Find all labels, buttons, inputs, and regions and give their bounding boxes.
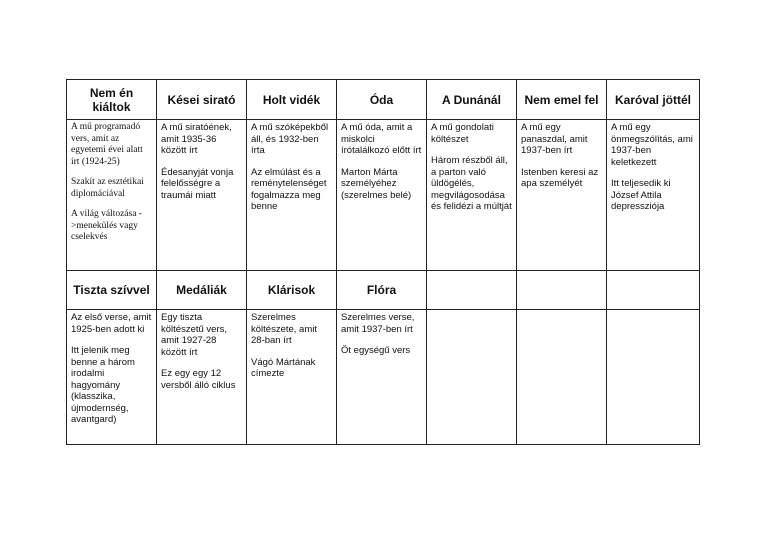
body-row-2: [67, 310, 700, 445]
cell-text: Édesanyját vonja felelősségre a traumái miatt: [161, 166, 234, 201]
cell-text: Szerelmes verse, amit 1937-ben írt: [341, 312, 415, 335]
cell-medaliak: [157, 310, 247, 445]
cell-text: A mű gondolati költészet: [431, 122, 494, 145]
body-row-1: [67, 120, 700, 271]
header-nem-en-kialtok: Nem én kiáltok: [67, 80, 157, 120]
header-nem-emel-fel: Nem emel fel: [517, 80, 607, 120]
cell-a-dunanal: [427, 120, 517, 271]
cell-nem-emel-fel: [517, 120, 607, 271]
cell-text: A mű óda, amit a miskolci írótalálkozó előtt írt: [341, 122, 422, 156]
cell-holt-videk: [247, 120, 337, 271]
header-flora: Flóra: [337, 271, 427, 310]
cell-text: Vágó Mártának címezte: [251, 356, 316, 379]
cell-text: Öt egységű vers: [341, 345, 411, 356]
cell-text: A világ változása ->menekülés vagy cselekvés: [71, 209, 142, 242]
header-kesei-sirato: Kései sirató: [157, 80, 247, 120]
cell-flora: [337, 310, 427, 445]
header-klarisok: Klárisok: [247, 271, 337, 310]
cell-text: Itt jelenik meg benne a három irodalmi hagyomány (klasszika, újmodernség, avantgard): [71, 345, 135, 425]
cell-karoval-jottel: [607, 120, 700, 271]
cell-kesei-sirato: [157, 120, 247, 271]
header-karoval-jottel: Karóval jöttél: [607, 80, 700, 120]
header-row-2: [67, 271, 700, 310]
cell-text: A mű szóképekből áll, és 1932-ben írta: [251, 122, 329, 156]
cell-text: A mű egy önmegszólítás, ami 1937-ben keletkezett: [611, 122, 693, 168]
cell-text: Ez egy egy 12 versből álló ciklus: [161, 368, 236, 391]
cell-text: Az elmúlást és a reménytelenséget fogalmazza meg benne: [251, 166, 327, 212]
cell-oda: [337, 120, 427, 271]
cell-text: Három részből áll, a parton való üldögélés, megvilágosodása és felidézi a múltját: [431, 155, 512, 212]
cell-text: Istenben keresi az apa személyét: [521, 166, 599, 189]
cell-klarisok: [247, 310, 337, 445]
header-empty: [427, 271, 517, 310]
header-medaliak: Medáliák: [157, 271, 247, 310]
poem-table: [66, 79, 700, 445]
header-empty: [607, 271, 700, 310]
cell-empty: [517, 310, 607, 445]
cell-text: Marton Márta személyéhez (szerelmes belé): [341, 166, 412, 201]
cell-text: Szerelmes költészete, amit 28-ban írt: [251, 312, 317, 346]
cell-text: Az első verse, amit 1925-ben adott ki: [71, 312, 152, 335]
cell-text: A mű siratóének, amit 1935-36 között írt: [161, 122, 232, 156]
header-tiszta-szivvel: Tiszta szívvel: [67, 271, 157, 310]
header-row-1: [67, 80, 700, 120]
cell-empty: [607, 310, 700, 445]
header-empty: [517, 271, 607, 310]
cell-empty: [427, 310, 517, 445]
cell-text: Itt teljesedik ki József Attila depressziója: [611, 178, 671, 212]
cell-text: Egy tiszta költészetű vers, amit 1927-28 között írt: [161, 312, 227, 358]
cell-text: A mű programadó vers, amit az egyetemi évei alatt írt (1924-25): [71, 122, 143, 167]
cell-text: Szakít az esztétikai diplomáciával: [71, 177, 144, 199]
cell-text: A mű egy panaszdal, amit 1937-ben írt: [521, 122, 588, 156]
header-holt-videk: Holt vidék: [247, 80, 337, 120]
header-oda: Óda: [337, 80, 427, 120]
header-a-dunanal: A Dunánál: [427, 80, 517, 120]
cell-nem-en-kialtok: [67, 120, 157, 271]
cell-tiszta-szivvel: [67, 310, 157, 445]
